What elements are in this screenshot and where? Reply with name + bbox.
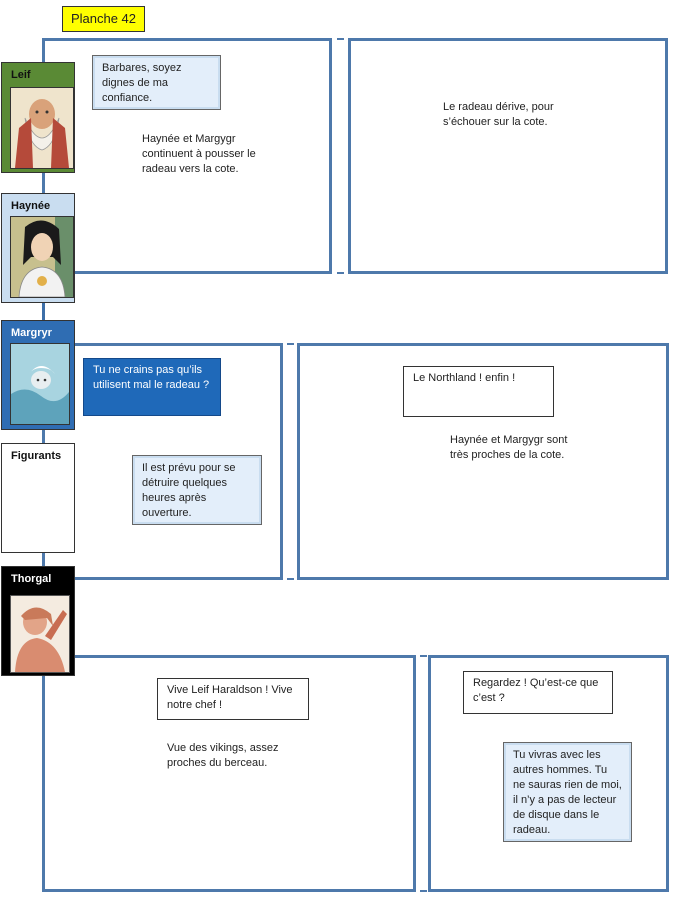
- leif-portrait: [10, 87, 74, 169]
- panel-caption: Haynée et Margygr sont très proches de la cote.: [450, 434, 568, 461]
- panel-caption: Le radeau dérive, pour s’échouer sur la cote.: [443, 101, 554, 128]
- haynee-portrait: [10, 216, 74, 298]
- speech-text: Il est prévu pour se détruire quelques heures après ouverture.: [135, 458, 259, 522]
- speech-bubble: Regardez ! Qu’est-ce que c’est ?: [463, 671, 613, 714]
- margryr-portrait: [10, 343, 70, 425]
- character-card-leif: [1, 62, 75, 173]
- page-title: Planche 42: [62, 6, 145, 32]
- panel-caption: Vue des vikings, assez proches du berceau.: [167, 742, 279, 769]
- panel-gap-marker: [287, 343, 294, 345]
- speech-bubble: Le Northland ! enfin !: [403, 366, 554, 417]
- thorgal-portrait: [10, 595, 70, 673]
- character-name: Margryr: [11, 327, 52, 339]
- character-name: Thorgal: [11, 573, 52, 585]
- character-card-haynee: [1, 193, 75, 303]
- speech-bubble: Vive Leif Haraldson ! Vive notre chef !: [157, 678, 309, 720]
- speech-text: Barbares, soyez dignes de ma confiance.: [95, 58, 218, 107]
- character-card-margryr: [1, 320, 75, 430]
- panel-gap-marker: [337, 38, 344, 40]
- speech-bubble: [503, 742, 632, 842]
- panel-gap-marker: [337, 272, 344, 274]
- character-card-thorgal: [1, 566, 75, 676]
- spine-segment: [42, 302, 45, 320]
- panel-gap-marker: [420, 890, 427, 892]
- speech-bubble: [132, 455, 262, 525]
- speech-bubble: Tu ne crains pas qu’ils utilisent mal le radeau ?: [83, 358, 221, 416]
- panel-gap-marker: [420, 655, 427, 657]
- character-name: Figurants: [11, 450, 62, 462]
- speech-bubble: [92, 55, 221, 110]
- panel-caption: Haynée et Margygr continuent à pousser le radeau vers la cote.: [142, 133, 256, 175]
- character-card-figurants: [1, 443, 75, 553]
- panel-2: [348, 38, 668, 274]
- speech-text: Tu vivras avec les autres hommes. Tu ne sauras rien de moi, il n’y a pas de lecteur de disque dans le radeau.: [506, 745, 629, 839]
- panel-gap-marker: [287, 578, 294, 580]
- character-name: Leif: [11, 69, 31, 81]
- character-name: Haynée: [11, 200, 51, 212]
